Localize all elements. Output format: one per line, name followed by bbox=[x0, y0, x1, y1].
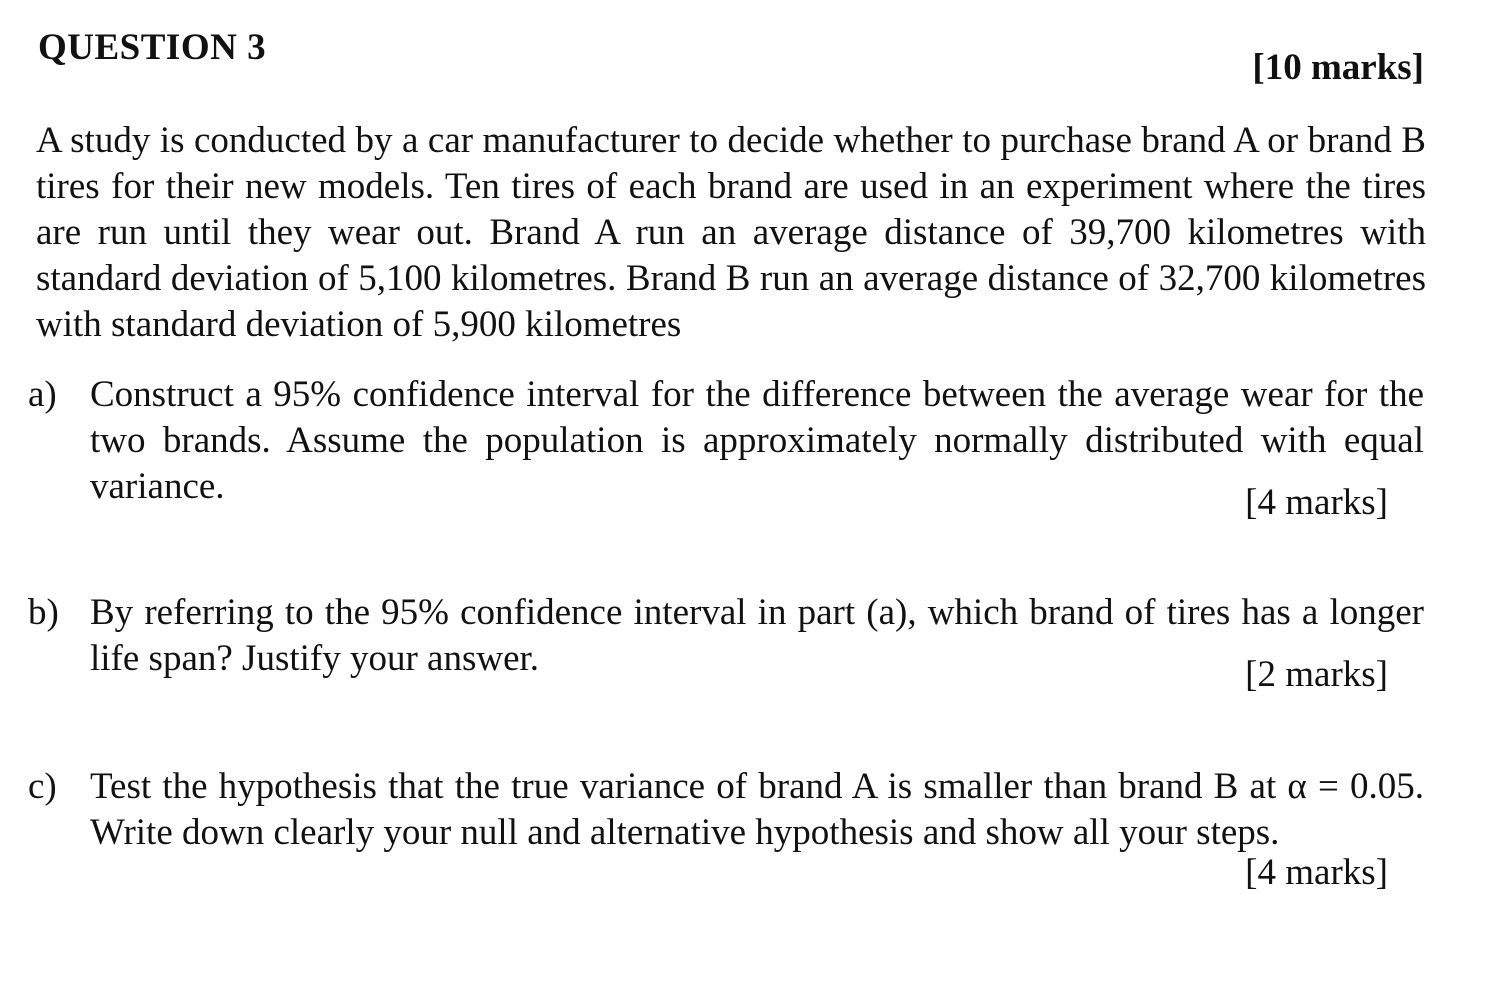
part-a-marks: [4 marks] bbox=[1245, 482, 1388, 523]
part-c-label: c) bbox=[28, 766, 57, 807]
part-c bbox=[28, 764, 1424, 904]
part-c-marks: [4 marks] bbox=[1245, 852, 1388, 893]
question-title: QUESTION 3 bbox=[38, 27, 267, 68]
question-intro-paragraph: A study is conducted by a car manufacturer to decide whether to purchase brand A or brand B tires for their new models. Ten tires of each brand are used in an experiment where the tires are run until they wear out. Brand A run an average distance of 39,700 kilometres with standard deviation of 5,100 kilometres. Brand B run an average distance of 32,700 kilometres with standard deviation of 5,900 kilometres bbox=[36, 120, 1426, 345]
part-a-text: Construct a 95% confidence interval for the difference between the average wear for the two brands. Assume the population is approximately normally distributed with equal variance. bbox=[90, 374, 1424, 507]
part-b-text: By referring to the 95% confidence interval in part (a), which brand of tires has a longer life span? Justify your answer. bbox=[90, 592, 1424, 679]
question-total-marks: [10 marks] bbox=[1252, 47, 1424, 88]
part-c-text: Test the hypothesis that the true variance of brand A is smaller than brand B at α = 0.05. Write down clearly your null and alternative hypothesis and show all your steps. bbox=[90, 766, 1424, 853]
part-a-label: a) bbox=[28, 374, 57, 415]
part-a bbox=[28, 372, 1424, 532]
part-b-marks: [2 marks] bbox=[1245, 654, 1388, 695]
part-b-label: b) bbox=[28, 592, 59, 633]
part-b bbox=[28, 590, 1424, 700]
